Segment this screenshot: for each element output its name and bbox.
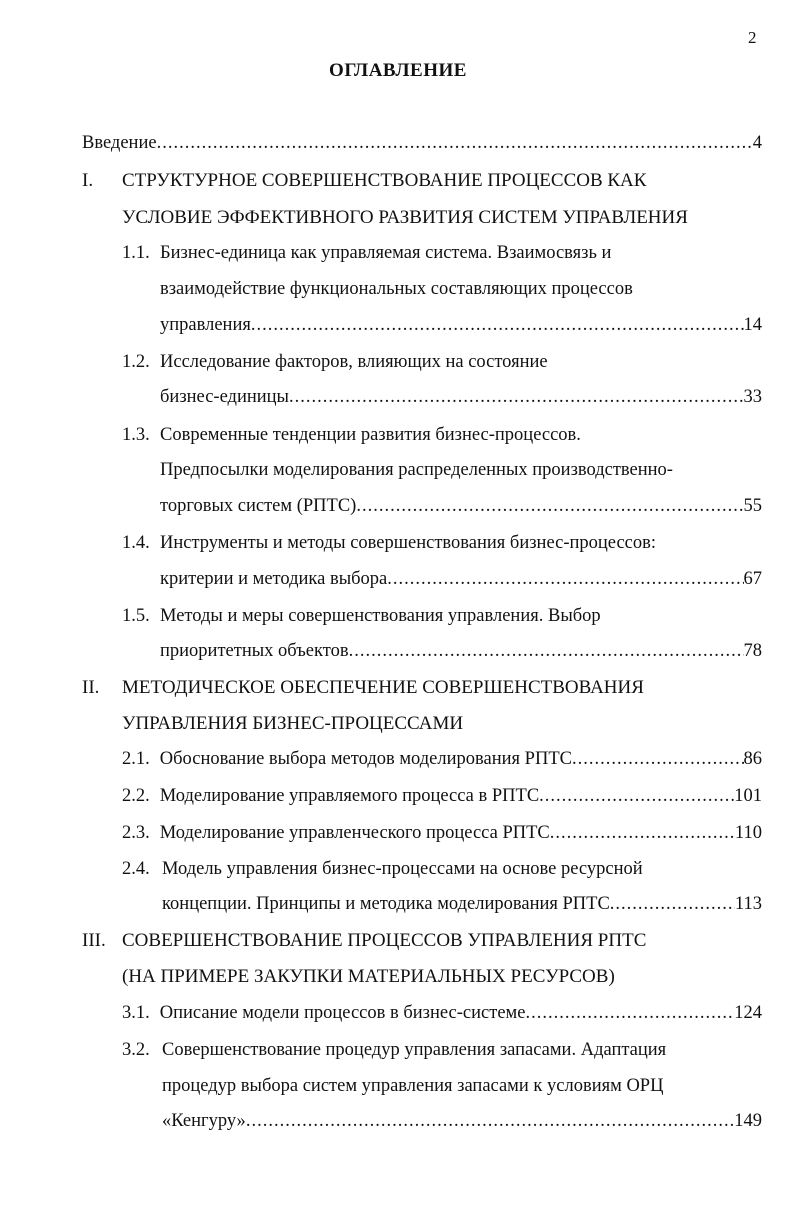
subsection-number: 1.3. — [122, 425, 150, 445]
subsection-number: 1.1. — [122, 243, 150, 263]
subsection-number: 3.2. — [122, 1040, 150, 1060]
subsection-number: 2.2. — [122, 786, 150, 806]
toc-entry-line: Бизнес-единица как управляемая система. Взаимосвязь и — [160, 243, 612, 263]
subsection-number: 2.4. — [122, 859, 150, 879]
section-heading-line: СОВЕРШЕНСТВОВАНИЕ ПРОЦЕССОВ УПРАВЛЕНИЯ РПТС — [122, 930, 647, 951]
toc-entry-intro[interactable] — [82, 130, 762, 156]
leader-dots — [525, 1000, 734, 1026]
leader-dots — [550, 820, 735, 846]
toc-page-number: 101 — [734, 786, 762, 806]
toc-entry-line: Модель управления бизнес-процессами на основе ресурсной — [162, 859, 643, 879]
toc-entry-label: Моделирование управляемого процесса в РПТС — [159, 786, 540, 806]
toc-entry-text: управления — [160, 315, 251, 335]
page-number: 2 — [748, 28, 757, 47]
subsection-number: 1.2. — [122, 352, 150, 372]
toc-page-number: 124 — [734, 1003, 762, 1023]
page-title: ОГЛАВЛЕНИЕ — [329, 60, 467, 81]
toc-entry-2-3[interactable] — [122, 820, 762, 846]
toc-page-number: 110 — [734, 823, 762, 843]
section-number: II. — [82, 677, 100, 698]
toc-entry-1-2[interactable] — [160, 384, 762, 410]
subsection-number: 1.4. — [122, 533, 150, 553]
leader-dots — [356, 493, 743, 519]
toc-page-number: 55 — [743, 496, 762, 516]
leader-dots — [349, 638, 744, 664]
toc-entry-text: бизнес-единицы — [160, 387, 289, 407]
section-heading-line: МЕТОДИЧЕСКОЕ ОБЕСПЕЧЕНИЕ СОВЕРШЕНСТВОВАНИЯ — [122, 677, 644, 698]
toc-entry-line: Инструменты и методы совершенствования бизнес-процессов: — [160, 533, 657, 553]
subsection-number: 1.5. — [122, 606, 150, 626]
toc-entry-label: Описание модели процессов в бизнес-системе — [159, 1003, 526, 1023]
section-number: I. — [82, 170, 94, 191]
toc-entry-1-3[interactable] — [160, 493, 762, 519]
leader-dots — [251, 312, 744, 338]
toc-entry-line: процедур выбора систем управления запасами к условиям ОРЦ — [162, 1076, 664, 1096]
toc-page-number: 67 — [743, 569, 762, 589]
toc-entry-text: приоритетных объектов — [160, 641, 349, 661]
subsection-number: 2.1. — [122, 749, 150, 769]
toc-entry-1-1[interactable] — [160, 312, 762, 338]
toc-entry-label: Моделирование управленческого процесса РПТС — [159, 823, 550, 843]
toc-entry-text: критерии и методика выбора — [160, 569, 388, 589]
section-heading-line: УПРАВЛЕНИЯ БИЗНЕС-ПРОЦЕССАМИ — [122, 713, 464, 734]
toc-entry-line: Совершенствование процедур управления запасами. Адаптация — [162, 1040, 667, 1060]
section-number: III. — [82, 930, 106, 951]
section-heading-line: УСЛОВИЕ ЭФФЕКТИВНОГО РАЗВИТИЯ СИСТЕМ УПРАВЛЕНИЯ — [122, 207, 688, 228]
toc-page-number: 14 — [743, 315, 762, 335]
leader-dots — [387, 566, 743, 592]
toc-entry-text: концепции. Принципы и методика моделирования РПТС — [162, 894, 610, 914]
toc-entry-line: Исследование факторов, влияющих на состояние — [160, 352, 548, 372]
toc-entry-text: «Кенгуру» — [162, 1111, 246, 1131]
toc-entry-3-1[interactable] — [122, 1000, 762, 1026]
toc-entry-text: Введение — [82, 133, 157, 153]
toc-entry-line: Предпосылки моделирования распределенных производственно- — [160, 460, 673, 480]
leader-dots — [572, 746, 744, 772]
toc-page-number: 149 — [734, 1111, 762, 1131]
toc-entry-2-4[interactable] — [162, 891, 762, 917]
subsection-number: 3.1. — [122, 1003, 150, 1023]
toc-entry-label: Обоснование выбора методов моделирования РПТС — [159, 749, 572, 769]
leader-dots — [157, 130, 753, 156]
leader-dots — [246, 1108, 734, 1134]
subsection-number: 2.3. — [122, 823, 150, 843]
section-heading-line: СТРУКТУРНОЕ СОВЕРШЕНСТВОВАНИЕ ПРОЦЕССОВ КАК — [122, 170, 647, 191]
toc-entry-line: Методы и меры совершенствования управления. Выбор — [160, 606, 601, 626]
leader-dots — [610, 891, 735, 917]
toc-entry-line: взаимодействие функциональных составляющих процессов — [160, 279, 633, 299]
toc-entry-3-2[interactable] — [162, 1108, 762, 1134]
toc-entry-1-5[interactable] — [160, 638, 762, 664]
toc-page-number: 113 — [734, 894, 762, 914]
toc-entry-text: торговых систем (РПТС) — [160, 496, 357, 516]
toc-entry-1-4[interactable] — [160, 566, 762, 592]
toc-page-number: 33 — [743, 387, 762, 407]
toc-entry-2-1[interactable] — [122, 746, 762, 772]
toc-page-number: 4 — [752, 133, 762, 153]
leader-dots — [539, 783, 734, 809]
toc-entry-text — [122, 746, 572, 772]
section-heading-line: (НА ПРИМЕРЕ ЗАКУПКИ МАТЕРИАЛЬНЫХ РЕСУРСОВ) — [122, 966, 615, 987]
leader-dots — [289, 384, 744, 410]
toc-page-number: 86 — [743, 749, 762, 769]
toc-page-number: 78 — [743, 641, 762, 661]
toc-entry-line: Современные тенденции развития бизнес-процессов. — [160, 425, 581, 445]
toc-entry-2-2[interactable] — [122, 783, 762, 809]
